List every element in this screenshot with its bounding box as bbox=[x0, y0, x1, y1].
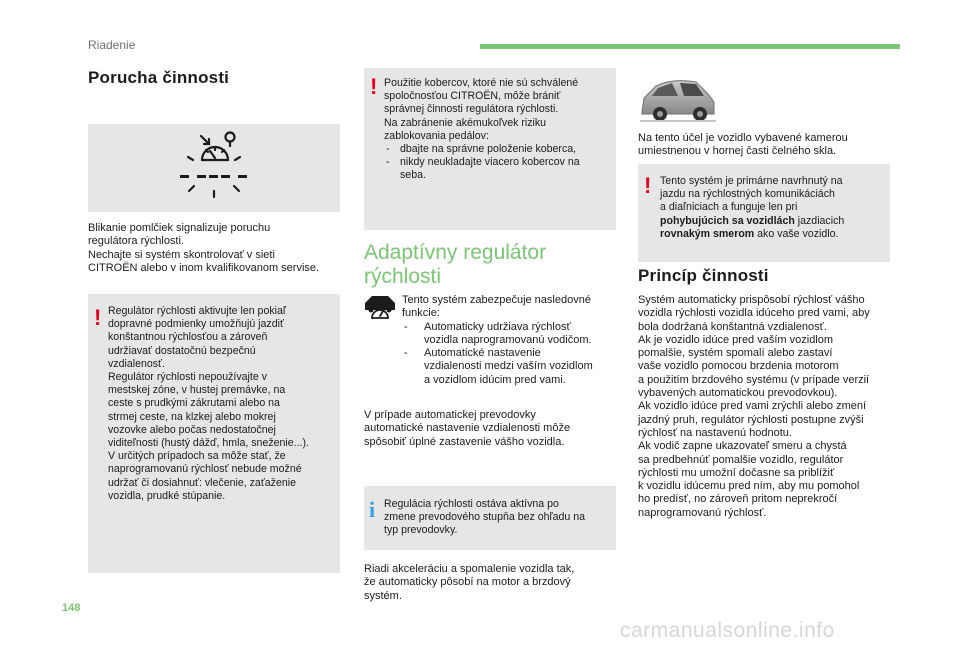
car-camera-icon bbox=[638, 72, 718, 126]
fault-icon-box bbox=[88, 124, 340, 212]
principle-title: Princíp činnosti bbox=[638, 266, 769, 285]
control-description: Riadi akceleráciu a spomalenie vozidla tak, že automaticky pôsobí na motor a brzdový systém. bbox=[364, 563, 575, 602]
section-label: Riadenie bbox=[88, 38, 136, 52]
gear-info-box bbox=[364, 486, 616, 550]
cruise-warning-box bbox=[88, 294, 340, 573]
adaptive-features: Tento systém zabezpečuje nasledovné funkcie: - Automaticky udržiava rýchlosť vozidla naprogramovanú vodičom. - Automatické nastavenie vzdialenosti medzi vaším vozidlom a vozidlom idúcim pred vami. bbox=[402, 294, 616, 387]
mats-warning-box bbox=[364, 68, 616, 230]
info-i-icon: i bbox=[369, 497, 376, 522]
list-item: - dbajte na správne položenie koberca, bbox=[384, 143, 612, 156]
road-type-warning-box bbox=[638, 164, 890, 262]
watermark: carmanualsonline.info bbox=[620, 619, 835, 642]
warning-exclamation-icon: ! bbox=[94, 305, 102, 330]
list-item: - Automatické nastavenie vzdialenosti medzi vaším vozidlom a vozidlom idúcim pred vami. bbox=[402, 347, 616, 387]
camera-description: Na tento účel je vozidlo vybavené kamerou umiestnenou v hornej časti čelného skla. bbox=[638, 132, 848, 158]
speedometer-fault-icon bbox=[88, 124, 340, 212]
warning-exclamation-icon: ! bbox=[370, 74, 378, 99]
mats-warning-text: Použitie kobercov, ktoré nie sú schválené spoločnosťou CITROËN, môže brániť správnej činnosti regulátora rýchlosti. Na zabránenie akémukoľvek riziku zablokovania pedálov: - dbajte na správne položenie koberca, - nikdy neukladajte viacero kobercov na seba. bbox=[384, 77, 612, 183]
road-type-warning-text: Tento systém je primárne navrhnutý na jazdu na rýchlostných komunikáciách a diaľniciach a funguje len pri pohybujúcich sa vozidlách jazdiacich rovnakým smerom ako vaše vozidlo. bbox=[660, 175, 845, 240]
adaptive-cruise-icon bbox=[364, 294, 396, 322]
list-item: - nikdy neukladajte viacero kobercov na seba. bbox=[384, 156, 612, 182]
page-number: 148 bbox=[62, 602, 81, 614]
fault-description: Blikanie pomlčiek signalizuje poruchu regulátora rýchlosti. Nechajte si systém skontrolovať v sieti CITROËN alebo v inom kvalifikovanom servise. bbox=[88, 222, 320, 274]
gear-info-text: Regulácia rýchlosti ostáva aktívna po zmene prevodového stupňa bez ohľadu na typ prevodovky. bbox=[384, 498, 585, 537]
warning-exclamation-icon: ! bbox=[644, 173, 652, 198]
list-item: - Automaticky udržiava rýchlosť vozidla naprogramovanú vodičom. bbox=[402, 321, 616, 348]
section-bar bbox=[480, 44, 900, 49]
fault-title: Porucha činnosti bbox=[88, 68, 230, 87]
adaptive-title: Adaptívny regulátor rýchlosti bbox=[364, 241, 547, 288]
auto-gearbox-note: V prípade automatickej prevodovky automatické nastavenie vzdialenosti môže spôsobiť úplné zastavenie vášho vozidla. bbox=[364, 409, 571, 448]
cruise-warning-text: Regulátor rýchlosti aktivujte len pokiaľ dopravné podmienky umožňujú jazdiť konštantnou rýchlosťou a zároveň udržiavať dostatočnú bezpečnú vzdialenosť. Regulátor rýchlosti nepoužívajte v mestskej zóne, v hustej premávke, na ceste s prudkými zákrutami alebo na strmej ceste, na klzkej alebo mokrej vozovke alebo počas nedostatočnej viditeľnosti (hustý dážď, hmla, sneženie...). V určitých prípadoch sa môže stať, že naprogramovanú rýchlosť nebude možné udržať či dosiahnuť: vlečenie, zaťaženie vozidla, prudké stúpanie. bbox=[108, 305, 309, 502]
principle-description: Systém automaticky prispôsobí rýchlosť vášho vozidla rýchlosti vozidla idúceho pred vami, aby bola dodržaná konštantná vzdialenosť. Ak je vozidlo idúce pred vaším vozidlom pomalšie, systém spomalí alebo zastaví vaše vozidlo pomocou brzdenia motorom a použitím brzdového systému (v prípade verzií vybavených automatickou prevodovkou). Ak vozidlo idúce pred vami zrýchli alebo zmení jazdný pruh, regulátor rýchlosti postupne zvýši rýchlosť na nastavenú hodnotu. Ak vodič zapne ukazovateľ smeru a chystá sa predbehnúť pomalšie vozidlo, regulátor rýchlosti mu umožní dočasne sa priblížiť k vozidlu idúcemu pred ním, aby mu pomohol ho predísť, no zároveň pritom neprekročí naprogramovanú rýchlosť. bbox=[638, 294, 870, 519]
